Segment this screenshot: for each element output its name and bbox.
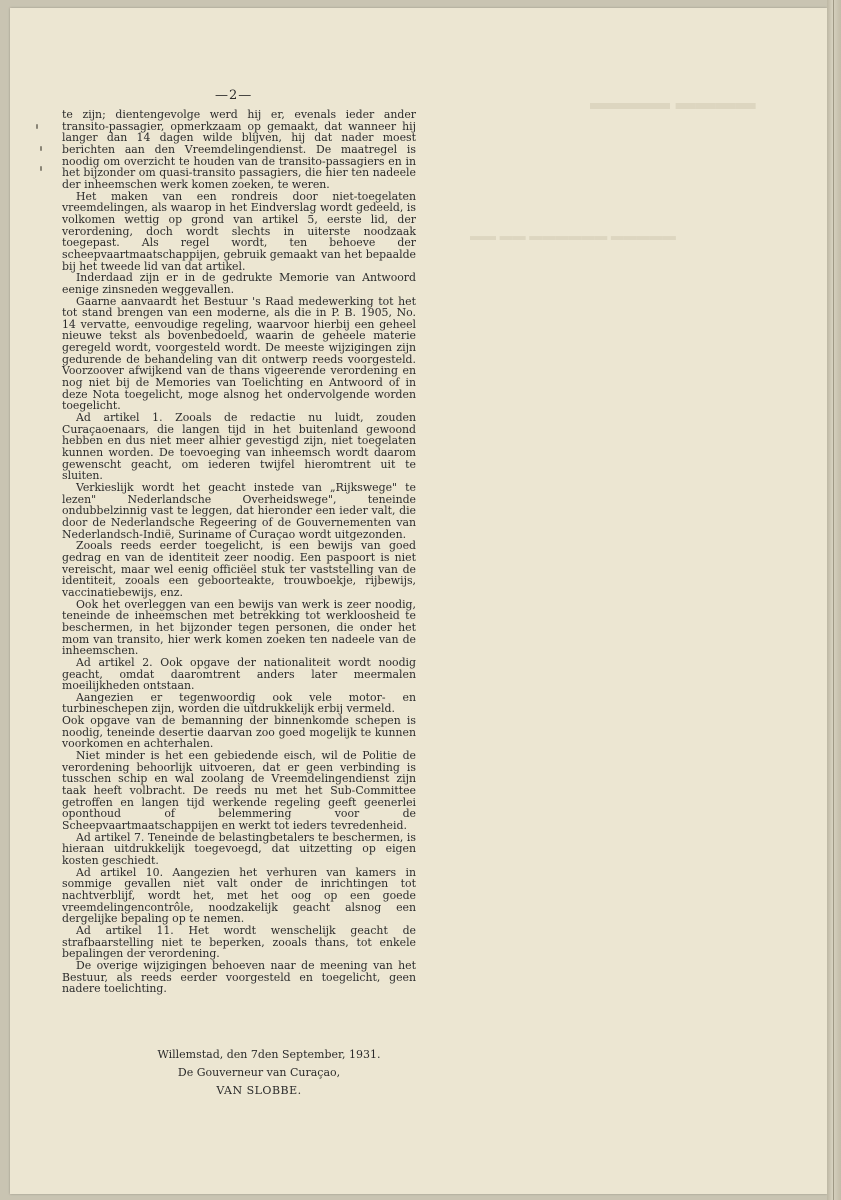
paragraph: Ook het overleggen van een bewijs van werk is zeer noodig, teneinde de inheemschen met betrekking tot werkloosheid te beschermen, in het bijzonder tegen personen, die onder het mom van transito, hier werk komen zoeken ten nadeele van de inheemschen. bbox=[62, 597, 416, 658]
paragraph: Ad artikel 11. Het wordt wenschelijk geacht de strafbaarstelling niet te beperken, zooals thans, tot enkele bepalingen der verordening. bbox=[62, 923, 416, 961]
paragraph: Ook opgave van de bemanning der binnenkomde schepen is noodig, teneinde desertie daarvan zoo goed mogelijk te kunnen voorkomen en achterhalen. bbox=[62, 714, 416, 751]
binding-mark bbox=[40, 146, 42, 151]
paragraph: Ad artikel 2. Ook opgave der nationaliteit wordt noodig geacht, omdat daaromtrent anders later meermalen moeilijkheden ontstaan. bbox=[62, 655, 416, 693]
paragraph: Ad artikel 1. Zooals de redactie nu luidt, zouden Curaçaoenaars, die langen tijd in het buitenland gewoond hebben en dus niet meer alhier gevestigd zijn, niet toegelaten kunnen worden. De toevoeging van inheemsch wordt daarom gewenscht geacht, om iederen twijfel hieromtrent uit te sluiten. bbox=[62, 411, 416, 483]
paragraph: Inderdaad zijn er in de gedrukte Memorie van Antwoord eenige zinsneden weggevallen. bbox=[62, 271, 416, 296]
signer-title: De Gouverneur van Curaçao, bbox=[177, 1066, 341, 1079]
paragraph: Aangezien er tegenwoordig ook vele motor- en turbineschepen zijn, worden die uitdrukkelijk erbij vermeld. bbox=[62, 690, 416, 716]
paragraph: Ad artikel 10. Aangezien het verhuren van kamers in sommige gevallen niet valt onder de inrichtingen tot nachtverblijf, wordt het, met het oog op een goede vreemdelingencontrôle, noodzakelijk geacht alsnog een dergelijke bepaling op te nemen. bbox=[62, 865, 416, 926]
paragraph: Verkieslijk wordt het geacht instede van „Rijkswege" te lezen" Nederlandsche Overheidswege", teneinde ondubbelzinnig vast te leggen, dat hieronder een ieder valt, die door de Nederlandsche Regeering of de Gouvernementen van Nederlandsch-Indië, Suriname of Curaçao wordt uitgezonden. bbox=[62, 481, 416, 541]
paragraph: Niet minder is het een gebiedende eisch, wil de Politie de verordening behoorlijk uitvoeren, dat er geen verbinding is tusschen schip en wal zoolang de Vreemdelingendienst zijn taak heeft volbracht. De reeds nu met het Sub-Committee getroffen en langen tijd werkende regeling geeft geenerlei oponthoud of belemmering voor de Scheepvaartmaatschappijen en werkt tot ieders tevredenheid. bbox=[62, 749, 416, 833]
paragraph: Ad artikel 7. Teneinde de belastingbetalers te beschermen, is hieraan uitdrukkelijk toegevoegd, dat uitzetting op eigen kosten geschiedt. bbox=[62, 830, 416, 867]
paragraph: te zijn; dientengevolge werd hij er, evenals ieder ander transito-passagier, opmerkzaam op gemaakt, dat wanneer hij langer dan 14 dagen wilde blijven, hij dat nader moest berichten aan den Vreemdelingendienst. De maatregel is noodig om overzicht te houden van de transito-passagiers en in het bijzonder om quasi-transito passagiers, die hier ten nadeele der inheemschen werk komen zoeken, te weren. bbox=[62, 108, 416, 191]
paragraph: De overige wijzigingen behoeven naar de meening van het Bestuur, als reeds eerder voorgesteld en toegelicht, geen nadere toelichting. bbox=[62, 958, 416, 996]
dateline: Willemstad, den 7den September, 1931. bbox=[157, 1048, 381, 1061]
paragraph: Het maken van een rondreis door niet-toegelaten vreemdelingen, als waarop in het Eindverslag wordt gedeeld, is volkomen wettig op grond van artikel 5, eerste lid, der verordening, doch wordt slechts in uiterste noodzaak toegepast. Als regel wordt, ten behoeve der scheepvaartmaatschappijen, gebruik gemaakt van het bepaalde bij het tweede lid van dat artikel. bbox=[62, 189, 416, 273]
page-edge-line bbox=[833, 0, 834, 1200]
bleed-through-decoration: ▬▬▬▬ ▬▬▬▬ bbox=[590, 92, 756, 114]
paragraph: Zooals reeds eerder toegelicht, is een bewijs van goed gedrag en van de identiteit zeer noodig. Een paspoort is niet vereischt, maar wel eenig officiëel stuk ter vaststelling van de identiteit, zooals een geboorteakte, trouwboekje, rijbewijs, vaccinatiebewijs, enz. bbox=[62, 539, 416, 599]
bleed-through-decoration: ▬▬▬▬▬ ▬▬▬▬▬▬ ▬▬ ▬▬ bbox=[470, 228, 676, 243]
binding-mark bbox=[36, 124, 38, 129]
binding-mark bbox=[40, 166, 42, 171]
page-edge bbox=[827, 0, 841, 1200]
page-number: —2— bbox=[215, 88, 253, 103]
signer-name: VAN SLOBBE. bbox=[216, 1084, 302, 1097]
paragraph: Gaarne aanvaardt het Bestuur 's Raad medewerking tot het tot stand brengen van een moderne, als die in P. B. 1905, No. 14 vervatte, eenvoudige regeling, waarvoor hierbij een geheel nieuwe tekst als bovenbedoeld, waarin de geheele materie geregeld wordt, voorgesteld wordt. De meeste wijzigingen zijn gedurende de behandeling van dit ontwerp reeds voorgesteld. Voorzoover afwijkend van de thans vigeerende verordening en nog niet bij de Memories van Toelichting en Antwoord of in deze Nota toegelicht, moge alsnog het ondervolgende worden toegelicht. bbox=[62, 294, 416, 413]
body-text bbox=[62, 109, 416, 995]
